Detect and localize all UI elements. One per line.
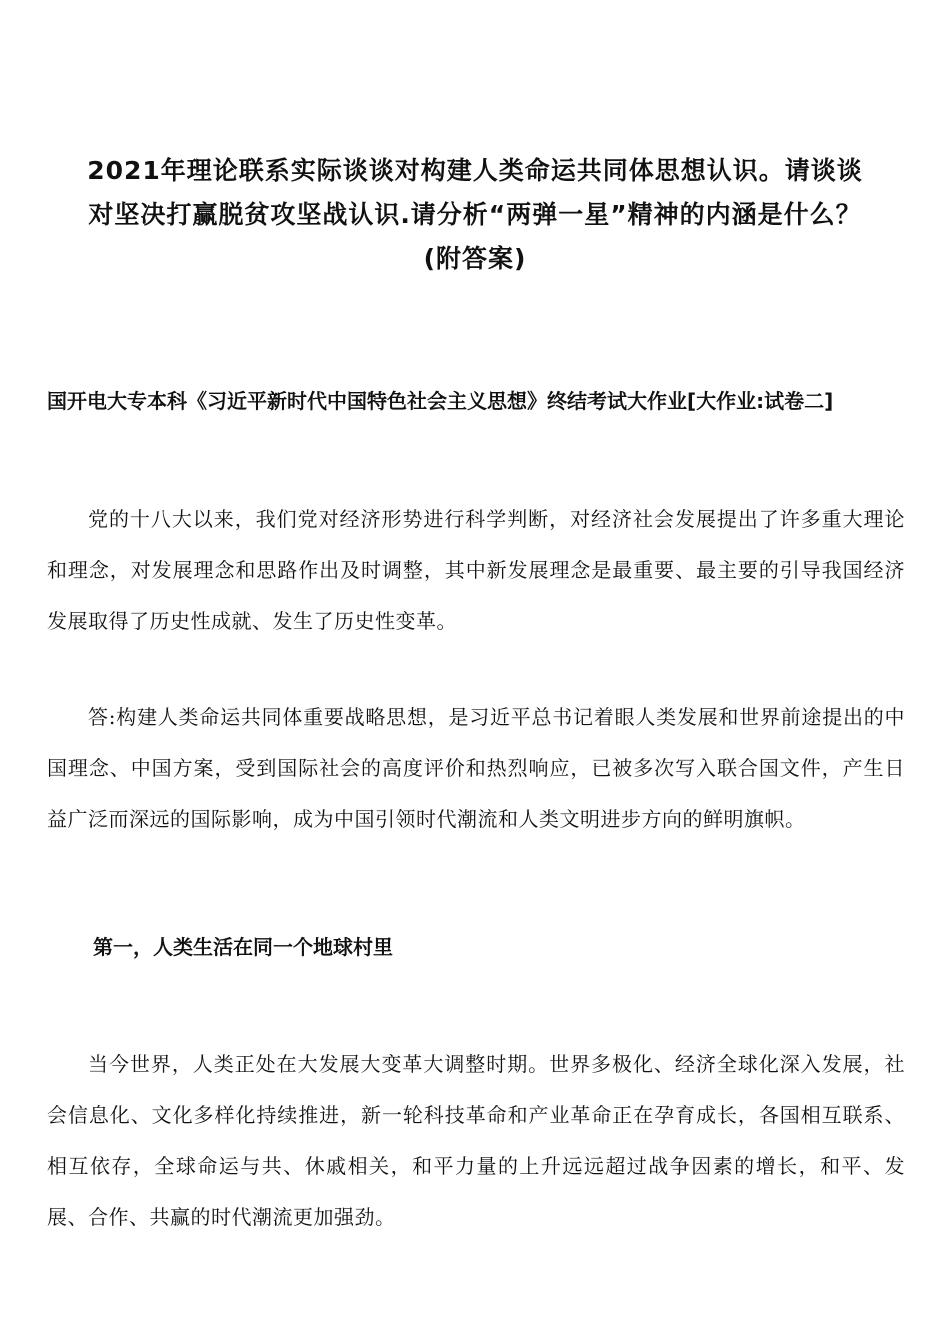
paragraph-intro: 党的十八大以来，我们党对经济形势进行科学判断，对经济社会发展提出了许多重大理论和理念，对发展理念和思路作出及时调整，其中新发展理念是最重要、最主要的引导我国经济发展取得了历史性成就、发生了历史性变革。 (47, 507, 905, 633)
section-heading: 国开电大专本科《习近平新时代中国特色社会主义思想》终结考试大作业[大作业:试卷二] (47, 389, 834, 413)
sub-heading-first: 第一，人类生活在同一个地球村里 (93, 935, 393, 959)
title-line-2: 对坚决打赢脱贫攻坚战认识.请分析“两弹一星”精神的内涵是什么？ (88, 199, 862, 229)
paragraph-world: 当今世界，人类正处在大发展大变革大调整时期。世界多极化、经济全球化深入发展，社会信息化、文化多样化持续推进，新一轮科技革命和产业革命正在孕育成长，各国相互联系、相互依存，全球命运与共、休戚相关，和平力量的上升远远超过战争因素的增长，和平、发展、合作、共赢的时代潮流更加强劲。 (47, 1052, 905, 1229)
title-line-3: (附答案) (423, 243, 527, 273)
title-line-1: 2021年理论联系实际谈谈对构建人类命运共同体思想认识。请谈谈 (87, 155, 863, 185)
document-title (40, 149, 910, 281)
paragraph-answer: 答:构建人类命运共同体重要战略思想，是习近平总书记着眼人类发展和世界前途提出的中国理念、中国方案，受到国际社会的高度评价和热烈响应，已被多次写入联合国文件，产生日益广泛而深远的国际影响，成为中国引领时代潮流和人类文明进步方向的鲜明旗帜。 (47, 705, 905, 831)
